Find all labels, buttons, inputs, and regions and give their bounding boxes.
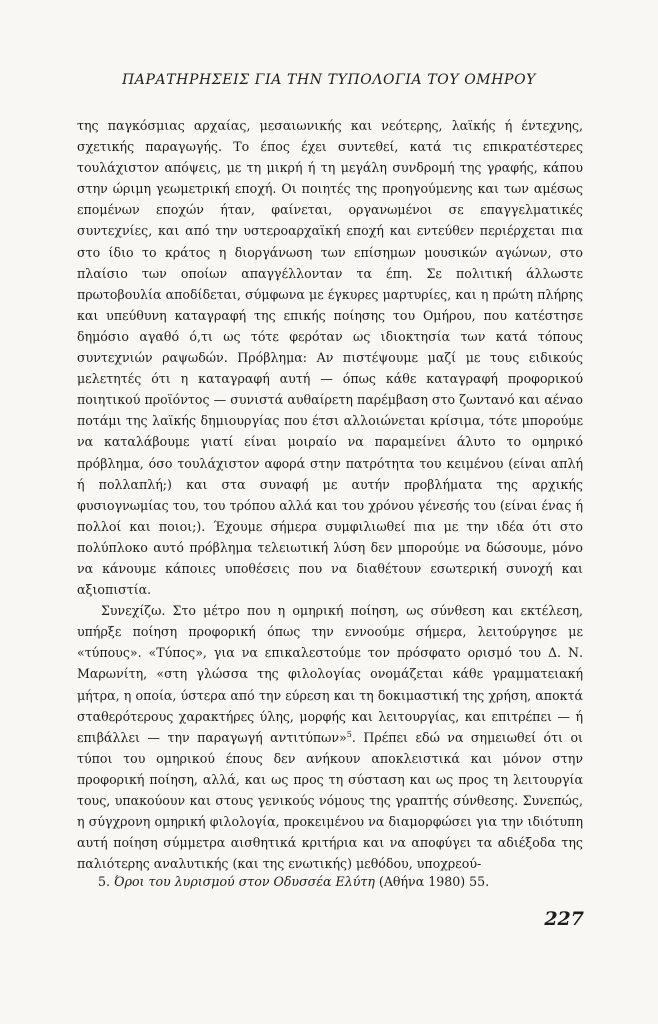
running-head: ΠΑΡΑΤΗΡΗΣΕΙΣ ΓΙΑ ΤΗΝ ΤΥΠΟΛΟΓΙΑ ΤΟΥ ΟΜΗΡΟΥ [121, 72, 536, 88]
footnote-reference: 5 [346, 729, 352, 739]
footnote-details: (Αθήνα 1980) 55. [378, 874, 490, 889]
paragraph-2-text: Συνεχίζω. Στο μέτρο που η ομηρική ποίηση, ως σύνθεση και εκτέλεση, υπήρξε ποίηση προφορική όπως την εννοούμε σήμερα, λειτούργησε με «τύπους». «Τύπος», για να επικαλεστούμε τον πρόσφατο ορισμό του Δ. Ν. Μαρωνίτη, «στη γλώσσα της φιλολογίας ονομάζεται κάθε γραμματειακή μήτρα, η οποία, ύστερα από την εύρεση και τη δοκιμαστική της χρήση, αποκτά σταθερότερους χαρακτήρες ύλης, μορφής και λειτουργίας, και επιτρέπει — ή επιβάλλει — την παραγωγή αντιτύπων» [77, 603, 583, 745]
body-text [77, 115, 583, 874]
page-number: 227 [544, 908, 584, 930]
footnote-number: 5. [98, 874, 111, 889]
paragraph-2-continuation: . Πρέπει εδώ να σημειωθεί ότι οι τύποι του ομηρικού έπους δεν ανήκουν αποκλειστικά και μόνον στην προφορική ποίηση, αλλά, και ως προς τη σύσταση και ως προς τη λειτουργία τους, υπακούουν και στους γενικούς νόμους της γραπτής σύνθεσης. Συνεπώς, η σύγχρονη ομηρική φιλολογία, προκειμένου να διαμορφώσει για την ιδιότυπη αυτή ποίηση σύμμετρα αισθητικά κριτήρια και να αποφύγει τα αδιέξοδα της παλιότερης αναλυτικής (και της ενωτικής) μεθόδου, υποχρεού- [77, 729, 583, 872]
footnote-title: Όροι του λυρισμού στον Οδυσσέα Ελύτη [114, 874, 375, 889]
paragraph-1: της παγκόσμιας αρχαίας, μεσαιωνικής και νεότερης, λαϊκής ή έντεχνης, σχετικής παραγωγής. Το έπος έχει συντεθεί, κατά τις επικρατέστερες τουλάχιστον απόψεις, με τη μικρή ή τη μεγάλη συνδρομή της γραφής, κάπου στην ώριμη γεωμετρική εποχή. Οι ποιητές της προηγούμενης και των αμέσως επομένων εποχών ήταν, φαίνεται, οργανωμένοι σε επαγγελματικές συντεχνίες, και από την υστεροαρχαϊκή εποχή και εντεύθεν περιέρχεται πια στο ίδιο το κράτος η διοργάνωση των επίσημων μουσικών αγώνων, στο πλαίσιο των οποίων απαγγέλλονταν τα έπη. Σε πολιτική άλλωστε πρωτοβουλία αποδίδεται, σύμφωνα με έγκυρες μαρτυρίες, και η πρώτη πλήρης και υπεύθυνη καταγραφή της επικής ποίησης του Ομήρου, που κατέστησε δημόσιο αγαθό ό,τι ως τότε φερόταν ως ιδιοκτησία των κατά τόπους συντεχνιών ραψωδών. Πρόβλημα: Αν πιστέψουμε μαζί με τους ειδικούς μελετητές ότι η καταγραφή αυτή — όπως κάθε καταγραφή προφορικού ποιητικού προϊόντος — συνιστά αυθαίρετη παρέμβαση στο ζωντανό και αέναο ποτάμι της λαϊκής δημιουργίας που έτσι αλλοιώνεται κρίσιμα, τότε μπορούμε να καταλάβουμε γιατί είναι μοιραίο να παραμείνει άλυτο το ομηρικό πρόβλημα, όσο τουλάχιστον αφορά στην πατρότητα του κειμένου (είναι απλή ή πολλαπλή;) και στα συναφή με αυτήν προβλήματα της αρχικής φυσιογνωμίας του, του τρόπου αλλά και του χρόνου γένεσής του (είναι ένας ή πολλοί και ποιοι;). Έχουμε σήμερα συμφιλιωθεί πια με την ιδέα ότι στο πολύπλοκο αυτό πρόβλημα τελειωτική λύση δεν μπορούμε να δώσουμε, μόνο να κάνουμε κάποιες υποθέσεις που να διαθέτουν εσωτερική συνοχή και αξιοπιστία. [77, 118, 583, 598]
footnote [98, 874, 489, 889]
paragraph-2 [77, 600, 583, 874]
